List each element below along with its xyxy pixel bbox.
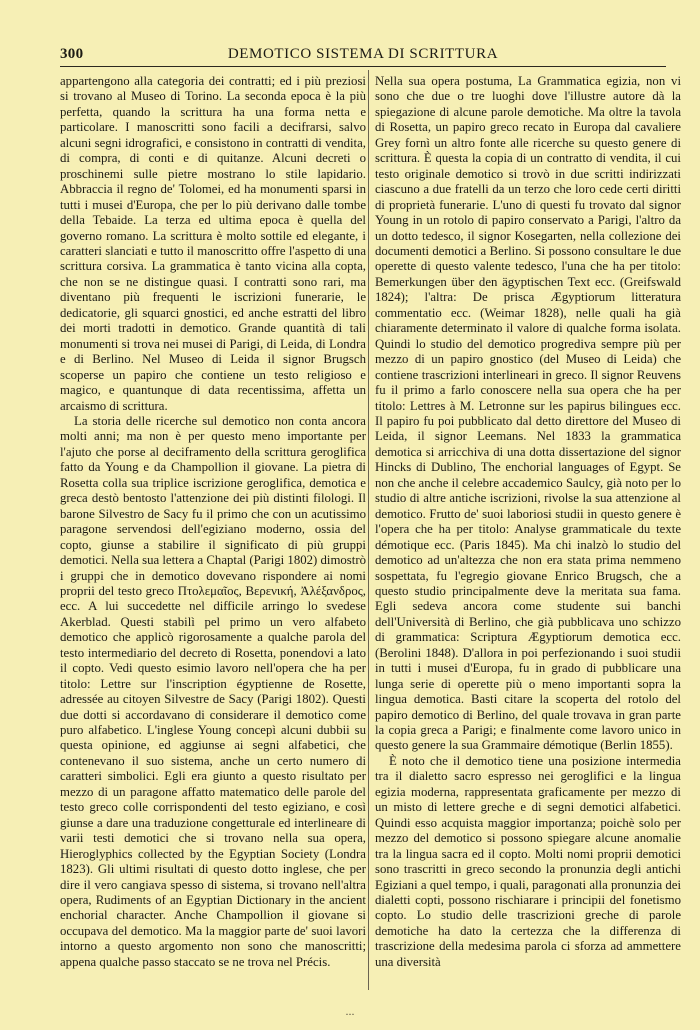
footer-mark: ... (345, 1004, 355, 1018)
left-paragraph-1: appartengono alla categoria dei contratti; ed i più preziosi si trovano al Museo di Torino. La seconda epoca è la più perfetta, quando la scrittura ha una forma netta e particolare. I manoscritti sono facili a decifrarsi, salvo alcuni segni idrografici, e consistono in contratti di vendita, di compra, di conti e di quitanze. Alcuni decreti o proschinemi sulle pietre mostrano lo stile lapidario. Abbraccia il regno de' Tolomei, ed ha monumenti sparsi in tutti i musei d'Europa, che per lo più derivano dalle tombe della Tebaide. La terza ed ultima epoca è quella del governo romano. La scrittura è molto sottile ed elegante, i caratteri slanciati e tutto il manoscritto offre l'aspetto di una scrittura corsiva. La grammatica è tanto vicina alla copta, che non se ne distingue quasi. I contratti sono rari, ma diventano più frequenti le iscrizioni funerarie, le dedicatorie, gli squarci gnostici, ed anche estratti del libro dei morti tradotti in demotico. Grande quantità di tali monumenti si trova nei musei di Parigi, di Leida, di Londra e di Berlino. Nel Museo di Leida il signor Brugsch scoperse un papiro che contiene un testo religioso e magico, e quantunque di data recentissima, affetta un arcaismo di scrittura. (60, 74, 366, 413)
running-title: DEMOTICO SISTEMA DI SCRITTURA (227, 46, 499, 62)
right-paragraph-1: Nella sua opera postuma, La Grammatica egizia, non vi sono che due o tre luoghi dove l'illustre autore dà la spiegazione di alcune parole demotiche. Ma oltre la tavola di Rosetta, un papiro greco recato in Europa dal cavaliere Grey fornì un altro fonte alle ricerche su questo genere di scrittura. È questa la copia di un contratto di vendita, il cui testo originale demotico si trovò in due scritti indirizzati ciascuno a due fratelli da un terzo che loro cede certi diritti di proprietà funerarie. L'uno di questi fu trovato dal signor Young in un rotolo di papiro conservato a Parigi, l'altro da un dotto tedesco, il signor Kosegarten, nella collezione dei documenti demotici a Berlino. Si possono consultare le due operette di questo valente tedesco, l'una che ha per titolo: Bemerkungen über den ägyptischen Text ecc. (Greifswald 1824); l'altra: De prisca Ægyptiorum litteratura commentatio ecc. (Weimar 1828), nelle quali ha già chiaramente determinato il valore di qualche forma isolata. Quindi lo studio del demotico progrediva sempre più per mezzo di un papiro gnostico (del Museo di Leida) che contiene trascrizioni interlineari in greco. Il signor Reuvens fu il primo a farlo conoscere nella sua opera che ha per titolo: Lettres à M. Letronne sur les papirus bilingues ecc. Il papiro fu poi pubblicato dal detto direttore del Museo di Leida, il signor Leemans. Nel 1833 la grammatica demotica si arricchiva di una dotta dissertazione del signor Hincks di Dublino, The enchorial languages of Egypt. Se non che anche il celebre accademico Saulcy, già noto per lo studio di altre antiche iscrizioni, rivolse la sua attenzione al demotico. Frutto de' suoi laboriosi studii in questo genere è l'opera che ha per titolo: Analyse grammaticale du texte démotique ecc. (Paris 1845). Ma chi inalzò lo studio del demotico ad un'altezza che non era stata prima nemmeno sospettata, fu l'egregio giovane Enrico Brugsch, che a questo studio principalmente deve la meritata sua fama. Egli sedeva ancora come studente sui banchi dell'Università di Berlino, che già pubblicava uno schizzo di grammatica: Scriptura Ægyptiorum demotica ecc. (Berolini 1848). D'allora in poi perfezionando i suoi studii in tutti i musei d'Europa, fu in grado di pubblicare una lunga serie di operette più o meno importanti sopra la lingua demotica. Basti citare la scoperta del rotolo del papiro demotico di Berlino, del quale trovava in gran parte la copia greca a Parigi; e finalmente come lavoro unico in questo genere la sua Grammaire démotique (Berlin 1855). (375, 74, 681, 753)
page-number: 300 (60, 46, 84, 62)
right-column (375, 74, 681, 970)
right-paragraph-2: È noto che il demotico tiene una posizione intermedia tra il dialetto sacro espresso nei geroglifici e la lingua egizia moderna, rappresentata graficamente per mezzo di un misto di lettere greche e di segni demotici alfabetici. Quindi esso acquista maggior importanza; poichè solo per mezzo del demotico si possono spiegare alcune anomalie tra la lingua sacra ed il copto. Molti nomi proprii demotici sono trascritti in greco secondo la pronunzia degli antichi Egiziani a quel tempo, i quali, paragonati alla pronunzia dei dialetti copti, possono rischiarare i principii del fonetismo copto. Lo studio delle trascrizioni greche di parole demotiche ha dato la certezza che la differenza di trascrizione della medesima parola ci sforza ad ammettere una diversità (375, 753, 681, 969)
left-paragraph-2: La storia delle ricerche sul demotico non conta ancora molti anni; ma non è per questo meno importante per l'ajuto che porse al deciframento della scrittura geroglifica fatto da Young e da Champollion il giovane. La pietra di Rosetta colla sua triplice iscrizione geroglifica, demotica e greca destò bentosto l'attenzione dei più distinti filologi. Il barone Silvestro de Sacy fu il primo che con un acutissimo paragone servendosi dell'egiziano moderno, ossia del copto, giunse a stabilire il significato di più gruppi demotici. Nella sua lettera a Chaptal (Parigi 1802) dimostrò i gruppi che in demotico dovevano rispondere ai nomi proprii del testo greco Πτολεμαῖος, Βερενική, Ἀλέξανδρος, ecc. A lui succedette nel difficile arringo lo svedese Akerblad. Questi stabilì pel primo un vero alfabeto demotico che applicò rigorosamente a qualche parola del testo intermediario del decreto di Rosetta, ponendovi a lato il copto. Vedi questo esimio lavoro nell'opera che ha per titolo: Lettre sur l'inscription égyptienne de Rosette, adressée au citoyen Silvestre de Sacy (Parigi 1802). Questi due dotti si accordavano di considerare il demotico come puro alfabetico. L'inglese Young concepì alcuni dubbii su questa opinione, ed aggiunse ai segni alfabetici, che contenevano il suo sistema, anche un certo numero di caratteri simbolici. Egli era giunto a questo risultato per mezzo di un paragone affatto matematico delle parole del testo greco colle corrispondenti del testo egiziano, e così giunse a dare una traduzione congetturale ed interlineare di varii testi demotici che si trovano nella sua opera, Hieroglyphics collected by the Egyptian Society (Londra 1823). Gli ultimi risultati di questo dotto inglese, che per dire il vero cangiava spesso di sistema, si trovano nell'altra opera, Rudiments of an Egyptian Dictionary in the ancient enchorial character. Anche Champollion il giovane si occupava del demotico. Ma la maggior parte de' suoi lavori intorno a questo argomento non sono che manoscritti; appena qualche passo staccato se ne trova nel Précis. (60, 413, 366, 969)
left-column (60, 74, 366, 970)
column-divider (368, 70, 369, 990)
page-header (60, 44, 666, 67)
